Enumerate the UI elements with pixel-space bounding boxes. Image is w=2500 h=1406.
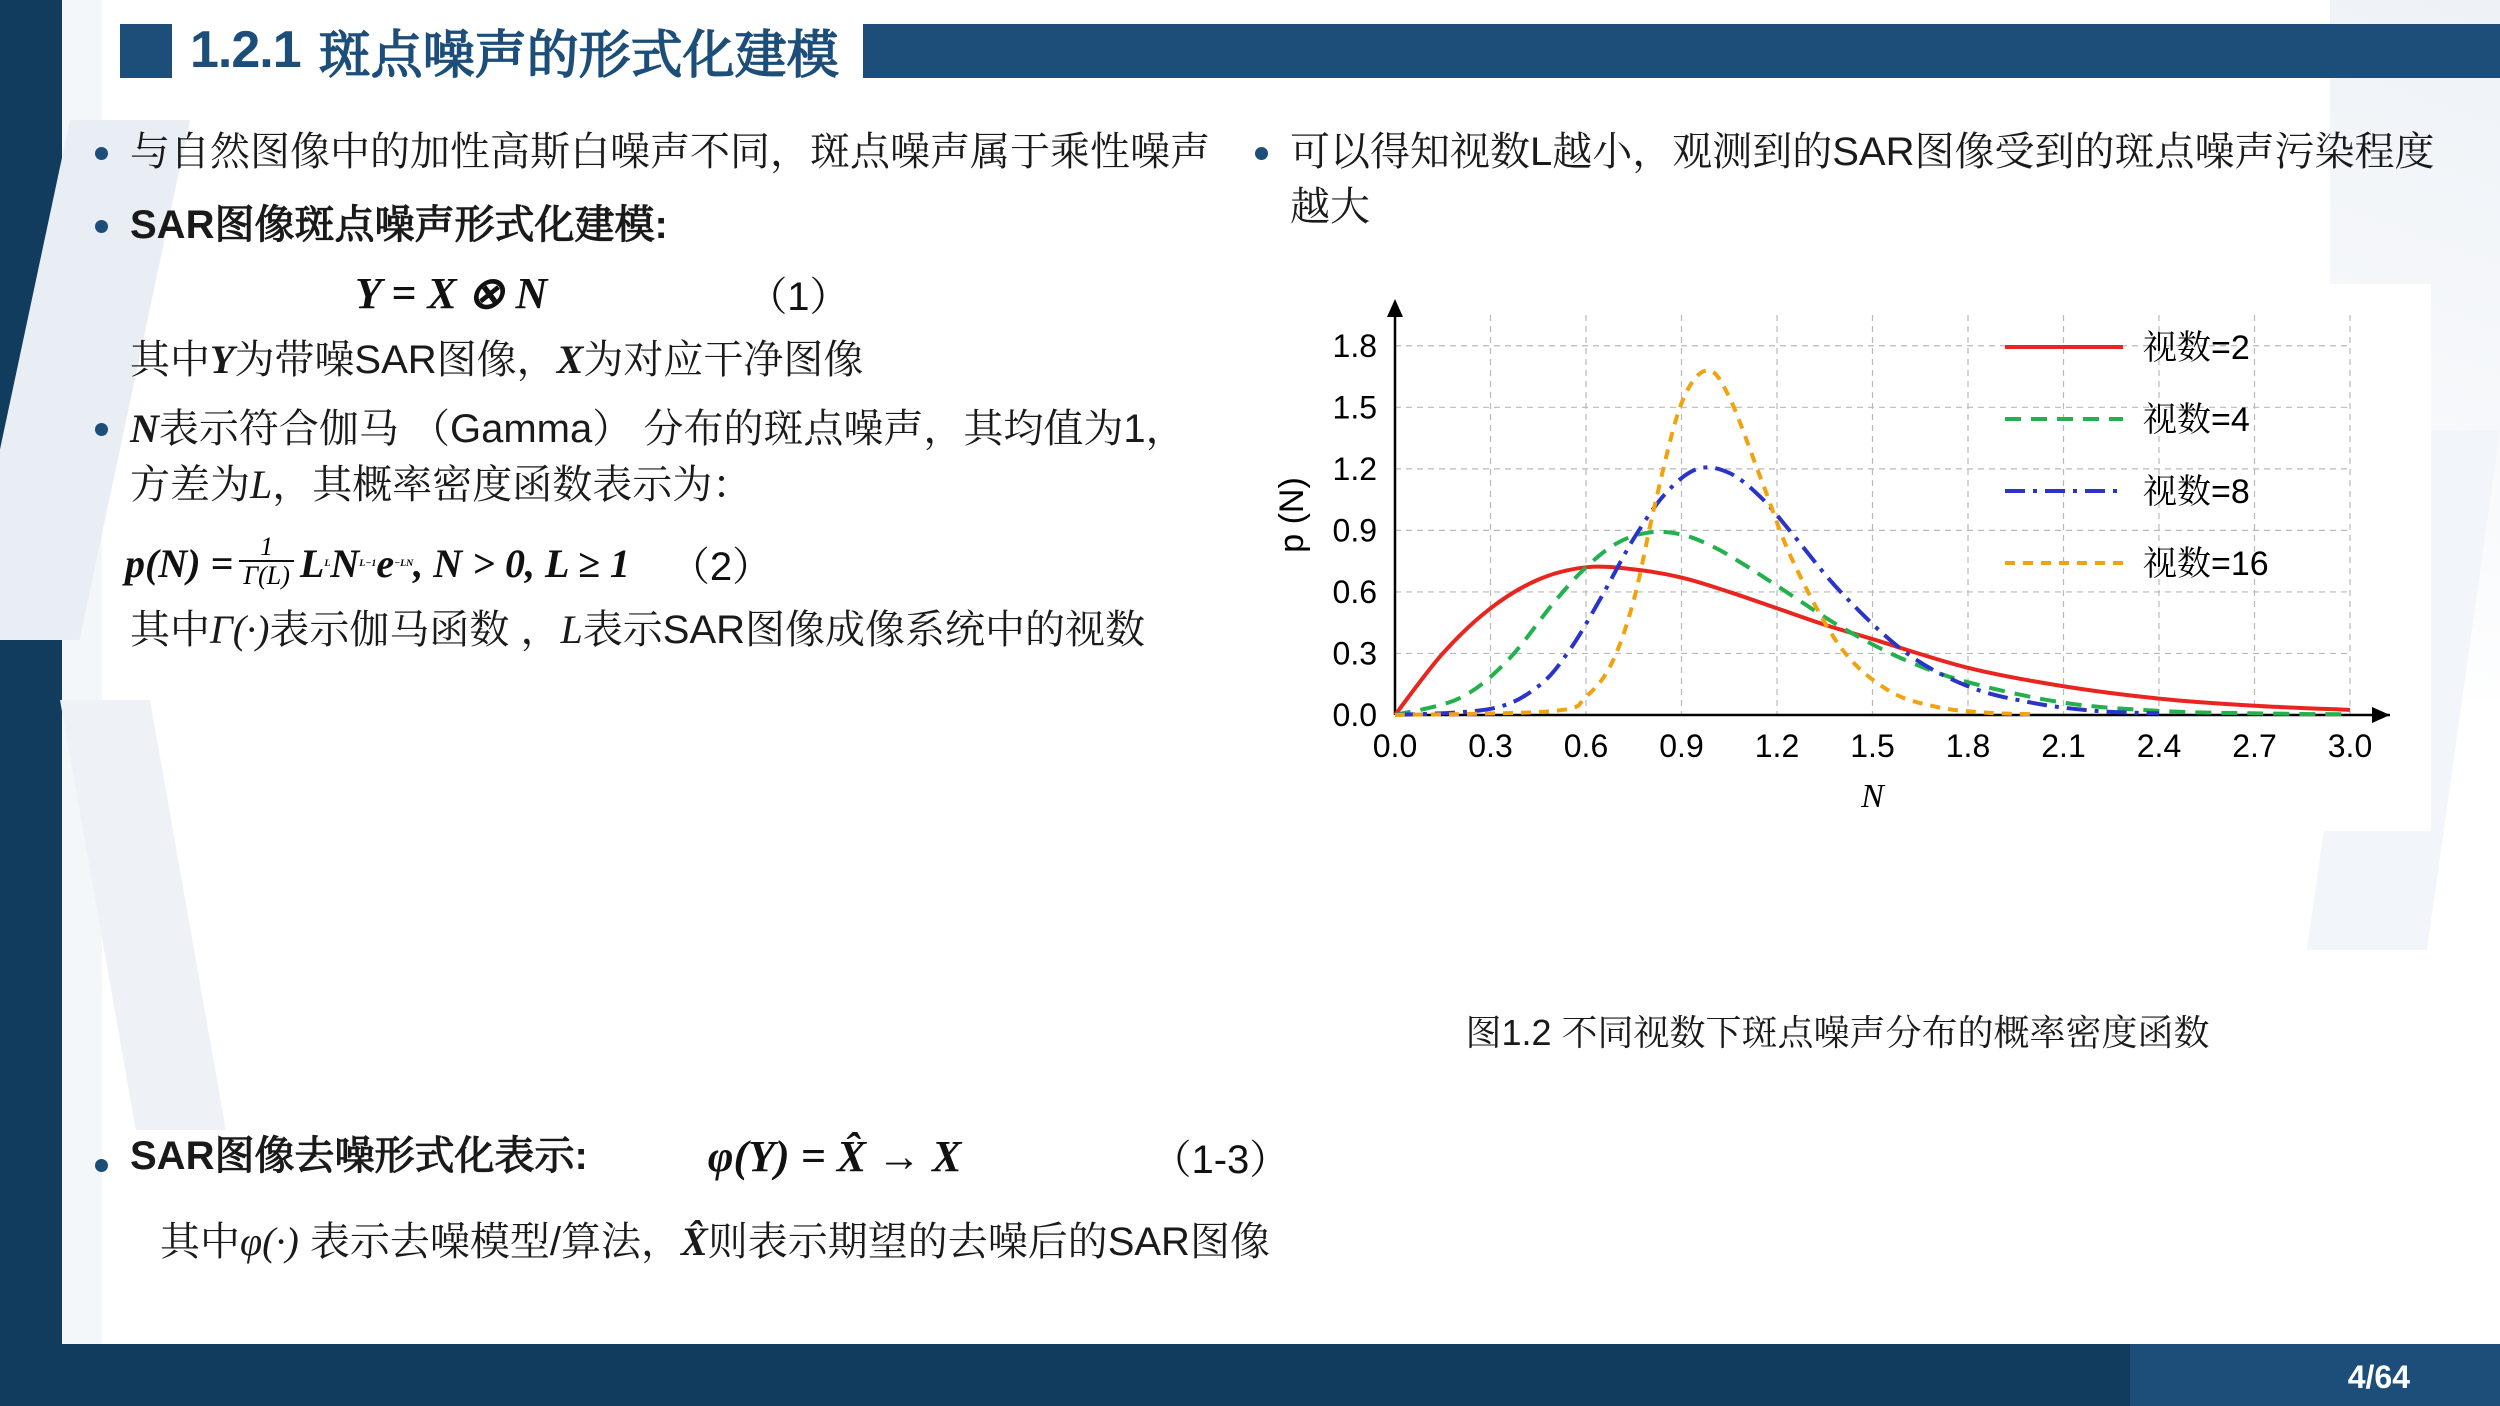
fraction-denominator: Γ(L) xyxy=(239,560,294,589)
equation-1-number: （1） xyxy=(747,275,850,320)
legend-label: 视数=16 xyxy=(2143,545,2269,583)
equation-2-term-L-exp: L xyxy=(324,557,331,569)
symbol-X: X xyxy=(556,337,584,383)
equation-2-term-N-exp: L−1 xyxy=(359,557,377,569)
note-1-part-c: 为对应干净图像 xyxy=(583,338,864,383)
right-bullet-text: 可以得知视数L越小，观测到的SAR图像受到的斑点噪声污染程度越大 xyxy=(1290,130,2435,230)
bullet-item-2 xyxy=(95,198,1220,253)
bullet-1-text: 与自然图像中的加性高斯白噪声不同，斑点噪声属于乘性噪声 xyxy=(130,130,1210,174)
svg-text:p (N): p (N) xyxy=(1273,477,1311,553)
note-1 xyxy=(130,332,1220,388)
bullet-item-3 xyxy=(95,401,1220,513)
svg-text:1.8: 1.8 xyxy=(1332,327,1377,364)
denoise-equation: φ(Y) = X̂ → X xyxy=(707,1132,962,1181)
svg-text:0.0: 0.0 xyxy=(1372,728,1418,764)
equation-2-term-e: e xyxy=(376,540,395,586)
svg-text:1.5: 1.5 xyxy=(1332,389,1377,426)
equation-2-term-L: L xyxy=(299,540,325,586)
equation-1-row xyxy=(95,265,1220,322)
symbol-N: N xyxy=(130,405,159,451)
denoise-note xyxy=(160,1210,1270,1267)
page-title xyxy=(172,12,863,88)
note-1-part-b: 为带噪SAR图像， xyxy=(234,338,557,383)
equation-2-term-N: N xyxy=(330,540,360,586)
equation-2-condition: , N > 0, L ≥ 1 xyxy=(413,540,630,586)
svg-text:1.2: 1.2 xyxy=(1754,728,1800,764)
equation-2-lhs: p(N) = xyxy=(125,540,234,586)
chart-canvas xyxy=(1245,285,2430,830)
symbol-x-hat: X̂ xyxy=(681,1219,708,1264)
slide-title-bar xyxy=(62,10,2500,88)
series-line-视数=16 xyxy=(1395,370,2032,715)
svg-text:2.1: 2.1 xyxy=(2041,728,2086,764)
svg-text:0.9: 0.9 xyxy=(1332,512,1377,549)
denoise-note-part-b: 表示去噪模型/算法， xyxy=(298,1220,682,1264)
right-content-column xyxy=(1255,125,2435,241)
left-content-column xyxy=(95,125,1220,668)
bullet-3-part-a: 表示符合伽马 （Gamma） 分布的斑点噪声，其均值为1，方差为 xyxy=(130,406,1186,507)
fraction-numerator: 1 xyxy=(260,532,274,562)
bullet-dot-icon xyxy=(1255,147,1268,160)
note-2 xyxy=(130,602,1220,658)
equation-1: Y = X ⊗ N xyxy=(355,269,548,319)
legend-label: 视数=4 xyxy=(2143,401,2250,439)
symbol-L-2: L xyxy=(560,606,583,652)
bullet-dot-icon xyxy=(95,1159,108,1172)
bullet-dot-icon xyxy=(95,147,108,160)
symbol-gamma-function: Γ(·) xyxy=(210,606,270,652)
denoise-note-part-c: 则表示期望的去噪后的SAR图像 xyxy=(707,1220,1270,1264)
bullet-2-text: SAR图像斑点噪声形式化建模: xyxy=(130,203,668,248)
note-1-part-a: 其中 xyxy=(130,338,210,383)
denoise-formulation-row xyxy=(95,1128,2395,1185)
note-2-part-b: 表示伽马函数 ， xyxy=(269,607,561,652)
legend-label: 视数=2 xyxy=(2143,329,2250,367)
svg-text:3.0: 3.0 xyxy=(2327,728,2373,764)
title-number: 1.2.1 xyxy=(190,21,301,79)
bullet-3-text xyxy=(130,401,1220,513)
bullet-item-right xyxy=(1255,125,2435,235)
note-2-part-a: 其中 xyxy=(130,607,210,652)
svg-text:2.7: 2.7 xyxy=(2232,728,2277,764)
svg-text:0.6: 0.6 xyxy=(1332,573,1377,610)
bullet-dot-icon xyxy=(95,220,108,233)
bullet-dot-icon xyxy=(95,423,108,436)
bullet-item-1 xyxy=(95,125,1220,180)
svg-text:0.0: 0.0 xyxy=(1332,697,1377,733)
footer-bar xyxy=(0,1344,2500,1406)
svg-text:1.5: 1.5 xyxy=(1850,728,1895,764)
svg-text:0.9: 0.9 xyxy=(1659,728,1704,764)
svg-text:0.3: 0.3 xyxy=(1332,635,1377,672)
symbol-phi: φ(·) xyxy=(240,1219,299,1264)
svg-text:1.2: 1.2 xyxy=(1332,450,1377,487)
figure-caption: 图1.2 不同视数下斑点噪声分布的概率密度函数 xyxy=(1465,1012,2210,1053)
note-2-part-c: 表示SAR图像成像系统中的视数 xyxy=(582,607,1146,652)
equation-2-term-e-exp: −LN xyxy=(394,557,414,569)
bullet-3-part-b: ，其概率密度函数表示为： xyxy=(272,462,753,507)
page-number: 4/64 xyxy=(2347,1359,2410,1395)
svg-text:0.3: 0.3 xyxy=(1468,728,1513,764)
equation-2-number: （2） xyxy=(669,544,773,589)
equation-2-fraction xyxy=(239,533,294,590)
footer-bar-accent xyxy=(2130,1344,2500,1406)
svg-text:2.4: 2.4 xyxy=(2136,728,2182,764)
equation-2-row xyxy=(95,532,1220,592)
title-text: 斑点噪声的形式化建模 xyxy=(318,26,839,85)
symbol-Y: Y xyxy=(210,337,235,383)
svg-text:0.6: 0.6 xyxy=(1563,728,1609,764)
denoise-equation-number: （1-3） xyxy=(1151,1138,1290,1182)
denoise-note-part-a: 其中 xyxy=(160,1220,240,1264)
svg-text:1.8: 1.8 xyxy=(1945,728,1991,764)
symbol-L: L xyxy=(250,461,273,507)
denoise-label: SAR图像去噪形式化表示: xyxy=(130,1133,588,1178)
pdf-chart xyxy=(1245,285,2430,830)
svg-text:N: N xyxy=(1861,778,1884,815)
legend-label: 视数=8 xyxy=(2143,473,2250,511)
